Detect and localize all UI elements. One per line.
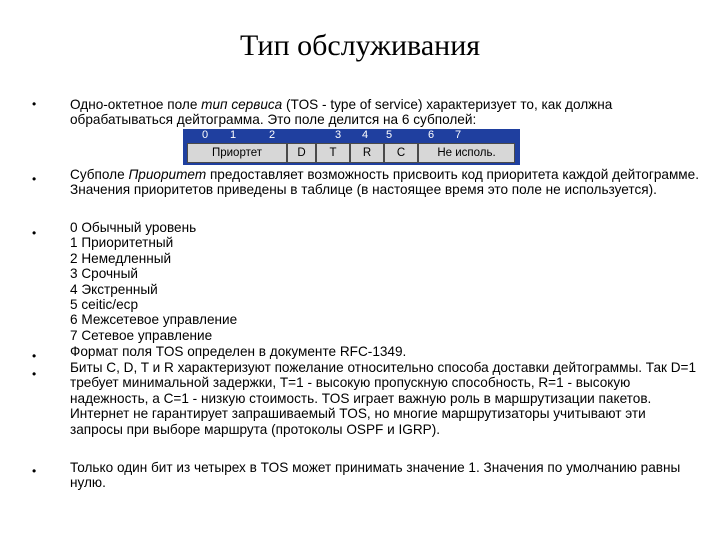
list-item: 1 Приоритетный [70, 235, 174, 251]
list-item: 6 Межсетевое управление [70, 312, 238, 328]
tos-bit-numbers [183, 129, 520, 142]
list-item: 5 ceitic/ecp [70, 297, 139, 313]
list-item: 0 Обычный уровень [70, 220, 197, 235]
subfield-c: C [384, 143, 418, 163]
bit-number: 3 [335, 129, 342, 141]
list-item: 3 Срочный [70, 266, 138, 282]
bit-number: 6 [428, 129, 435, 141]
bit-number: 1 [230, 129, 237, 141]
bit-number: 2 [269, 129, 276, 141]
bullet-marker: • [32, 226, 37, 240]
bullet-marker: • [32, 367, 37, 381]
paragraph-priority: Субполе Приоритет предоставляет возможность присвоить код приоритета каждой дейтограмме. Значения приоритетов приведены в таблице (в настоящее время это поле не используется). [70, 167, 699, 198]
tos-field-diagram [183, 129, 520, 165]
subfield-t: T [316, 143, 350, 163]
priority-list [70, 220, 700, 343]
subfield-unused: Не исполь. [418, 143, 515, 163]
bullet-marker: • [32, 97, 37, 111]
subfield-r: R [350, 143, 384, 163]
slide-title: Тип обслуживания [239, 29, 481, 62]
list-item: 7 Сетевое управление [70, 327, 213, 343]
list-item: 2 Немедленный [70, 250, 172, 266]
bit-number: 0 [202, 129, 209, 141]
list-item: 4 Экстренный [70, 281, 158, 297]
bullet-marker: • [32, 172, 37, 186]
bit-number: 7 [455, 129, 462, 141]
bullet-marker: • [32, 464, 37, 478]
bullet-marker: • [32, 349, 37, 363]
paragraph-tos-intro: Одно-октетное поле тип сервиса (TOS - type of service) характеризует то, как должна обрабатываться дейтограмма. Это поле делится на 6 субполей: [70, 97, 613, 128]
subfield-d: D [287, 143, 316, 163]
paragraph-rfc: Формат поля TOS определен в документе RFC-1349. [70, 344, 407, 359]
paragraph-bits: Биты C, D, T и R характеризуют пожелание относительно способа доставки дейтограммы. Так D=1 требует минимальной задержки, T=1 - высокую пропускную способность, R=1 - высокую надежность, а C=1 - низкую стоимость. TOS играет важную роль в маршрутизации пакетов. Интернет не гарантирует запрашиваемый TOS, но многие маршрутизаторы учитывают эти запросы при выборе маршрута (протоколы OSPF и IGRP). [70, 360, 697, 437]
subfield-priority: Приортет [187, 143, 287, 163]
paragraph-default: Только один бит из четырех в TOS может принимать значение 1. Значения по умолчанию равны нулю. [70, 460, 681, 491]
bit-number: 5 [386, 129, 393, 141]
bit-number: 4 [362, 129, 369, 141]
